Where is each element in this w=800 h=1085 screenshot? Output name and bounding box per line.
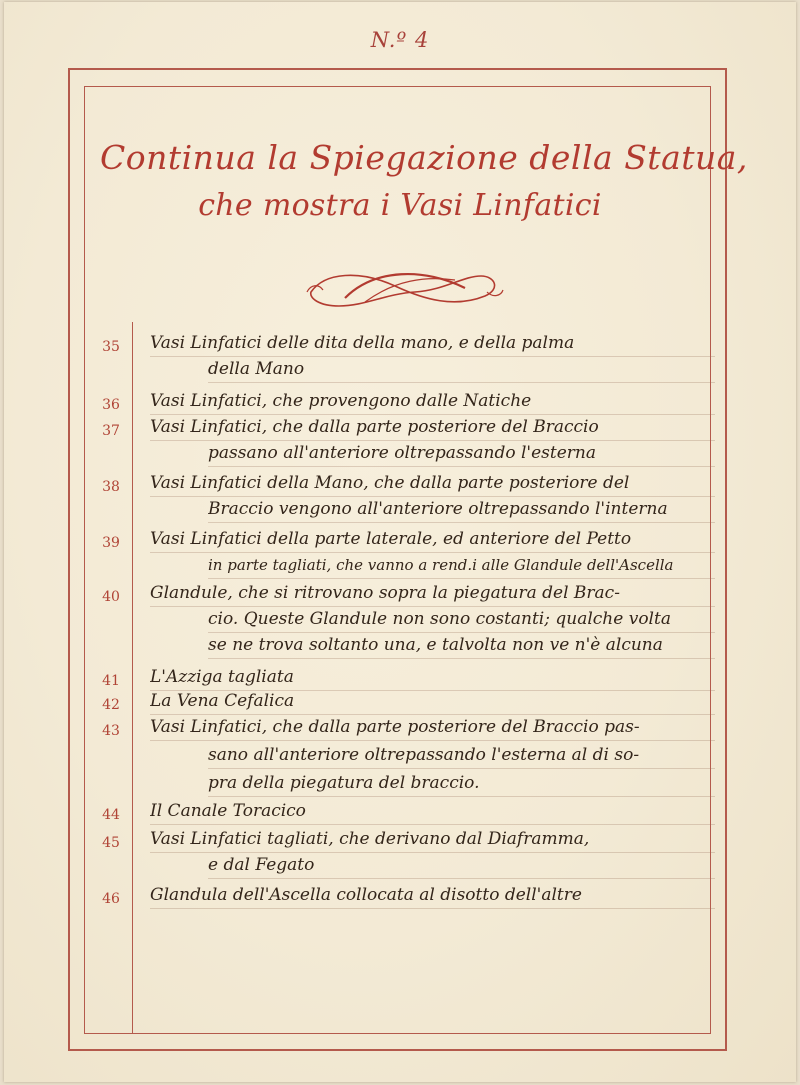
entry-line: Braccio vengono all'anteriore oltrepassando l'interna [208,496,715,523]
entry-number: 42 [102,697,120,713]
title-line-2: che mostra i Vasi Linfatici [198,188,602,223]
entry-line: Vasi Linfatici della parte laterale, ed anteriore del Petto [150,526,715,553]
entry-line: e dal Fegato [208,852,715,879]
entry-line: Vasi Linfatici tagliati, che derivano dal Diaframma, [150,826,715,853]
entry-line: pra della piegatura del braccio. [208,770,715,797]
entry-line: passano all'anteriore oltrepassando l'esterna [208,440,715,467]
entry-line: della Mano [208,356,715,383]
page-number: N.º 4 [370,28,430,52]
entry-line: Vasi Linfatici delle dita della mano, e della palma [150,330,715,357]
entry-number: 39 [102,535,120,551]
entry-line: in parte tagliati, che vanno a rend.i alle Glandule dell'Ascella [208,552,715,579]
entry-number: 44 [102,807,120,823]
entry-number: 38 [102,479,120,495]
entry-number: 41 [102,673,120,689]
entry-line: Vasi Linfatici, che dalla parte posteriore del Braccio pas- [150,714,715,741]
entry-line: Il Canale Toracico [150,798,715,825]
entry-line: cio. Queste Glandule non sono costanti; qualche volta [208,606,715,633]
entry-line: La Vena Cefalica [150,688,715,715]
entry-number: 40 [102,589,120,605]
entry-line: sano all'anteriore oltrepassando l'esterna al di so- [208,742,715,769]
entry-line: Vasi Linfatici, che provengono dalle Natiche [150,388,715,415]
entry-line: se ne trova soltanto una, e talvolta non ve n'è alcuna [208,632,715,659]
entry-line: Vasi Linfatici della Mano, che dalla parte posteriore del [150,470,715,497]
entry-number: 45 [102,835,120,851]
entry-number: 43 [102,723,120,739]
entry-number: 35 [102,339,120,355]
entry-line: L'Azziga tagliata [150,664,715,691]
title-line-1: Continua la Spiegazione della Statua, [100,138,748,177]
entry-line: Glandula dell'Ascella collocata al disotto dell'altre [150,882,715,909]
entry-number: 46 [102,891,120,907]
entry-number: 37 [102,423,120,439]
entry-line: Glandule, che si ritrovano sopra la piegatura del Brac- [150,580,715,607]
entry-number: 36 [102,397,120,413]
entry-line: Vasi Linfatici, che dalla parte posteriore del Braccio [150,414,715,441]
